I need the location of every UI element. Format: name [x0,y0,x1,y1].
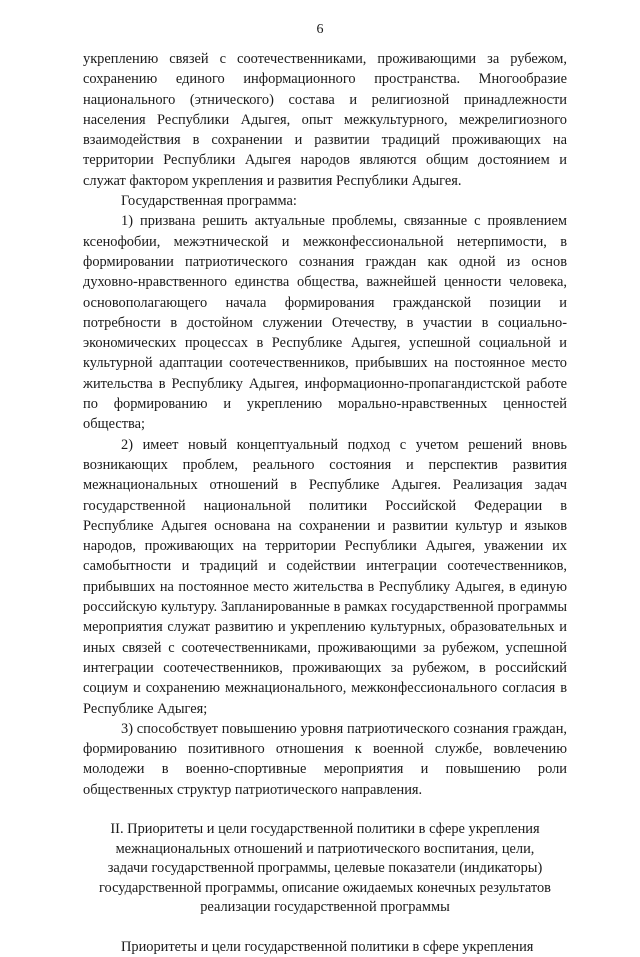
section-heading-line: реализации государственной программы [200,899,450,916]
page-number: 6 [316,22,324,37]
section-heading-line: государственной программы, описание ожидаемых конечных результатов [99,879,551,896]
paragraph-item-3: 3) способствует повышению уровня патриотического сознания граждан, формированию позитивного отношения к военной службе, вовлечению молодежи в военно-спортивные мероприятия и повышению роли общественных структур патриотического направления. [83,720,567,798]
paragraph-item-1: 1) призвана решить актуальные проблемы, связанные с проявлением ксенофобии, межэтнической и межконфессиональной нетерпимости, в формировании патриотического сознания граждан как одной из основ духовно-нравственного единства общества, важнейшей ценности человека, основополагающего начала формирования гражданской позиции и потребности в достойном служении Отечеству, в участии в социально-экономических процессах в Республике Адыгея, успешной социальной и культурной адаптации соотечественников, прибывших на постоянное место жительства в Республику Адыгея, информационно-пропагандистской работе по формированию и укреплению морально-нравственных ценностей общества; [83,213,567,433]
document-body [83,49,567,957]
paragraph-program-intro: Государственная программа: [121,193,297,210]
section-heading-line: II. Приоритеты и цели государственной политики в сфере укрепления [110,820,540,837]
paragraph-item-2: 2) имеет новый концептуальный подход с учетом решений вновь возникающих проблем, реального состояния и перспектив развития межнациональных отношений в Республике Адыгея. Реализация задач государственной национальной политики Российской Федерации в Республике Адыгея основана на сохранении и развитии культур и языков народов, проживающих на территории Республики Адыгея, уважении их самобытности и традиций и содействии интеграции соотечественников, прибывших на постоянное место жительства в Республику Адыгея, в единую российскую культуру. Запланированные в рамках государственной программы мероприятия служат развитию и укреплению культурных, образовательных и иных связей с соотечественниками, проживающими за рубежом, успешной интеграции соотечественников, проживающих за рубежом, в российский социум и сохранению межнационального, межконфессионального согласия в Республике Адыгея; [83,436,567,717]
paragraph-continuation: укреплению связей с соотечественниками, проживающими за рубежом, сохранению единого информационного пространства. Многообразие национального (этнического) состава и религиозной принадлежности населения Республики Адыгея, опыт межкультурного, межрелигиозного взаимодействия в сохранении и развитии традиций проживающих на территории Республики Адыгея народов являются общим достоянием и служат фактором укрепления и развития Республики Адыгея. [83,51,567,189]
section-heading-line: межнациональных отношений и патриотического воспитания, цели, [115,840,535,857]
section-heading-line: задачи государственной программы, целевые показатели (индикаторы) [107,860,543,877]
paragraph-priorities-start: Приоритеты и цели государственной политики в сфере укрепления [121,938,534,955]
section-heading [83,820,567,918]
